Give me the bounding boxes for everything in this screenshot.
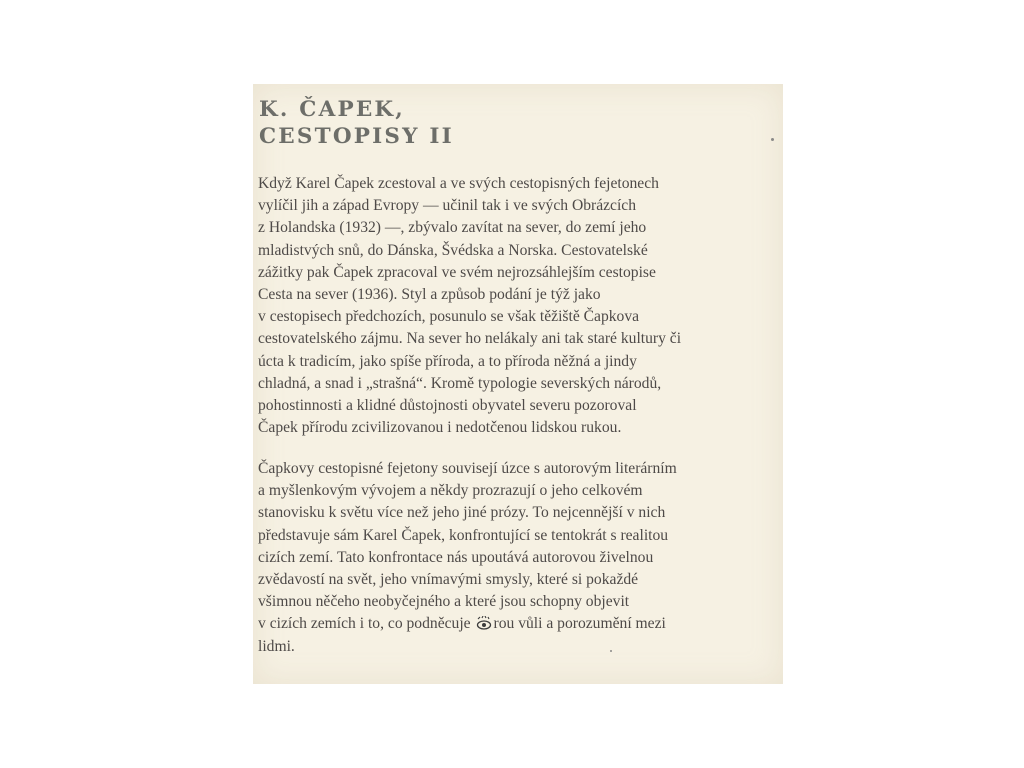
text-line: Čapkovy cestopisné fejetony souvisejí úzce s autorovým literárním [258, 460, 677, 477]
ink-stamp-icon [476, 615, 492, 629]
text-line: lidmi. [258, 637, 295, 655]
text-line: Čapek přírodu zcivilizovanou i nedotčenou lidskou rukou. [258, 419, 622, 437]
paragraph-2 [258, 458, 768, 658]
text-line: stanovisku k světu více než jeho jiné prózy. To nejcennější v nich [258, 504, 666, 522]
paragraph-1 [258, 173, 768, 439]
text-line-with-mark [258, 613, 768, 635]
text-line: Když Karel Čapek zcestoval a ve svých cestopisných fejetonech [258, 175, 659, 192]
text-line: zážitky pak Čapek zpracoval ve svém nejrozsáhlejším cestopise [258, 263, 656, 281]
text-line: cestovatelského zájmu. Na sever ho nelákaly ani tak staré kultury či [258, 330, 682, 348]
text-segment: rou vůli a porozumění mezi [493, 615, 666, 633]
text-line: mladistvých snů, do Dánska, Švédska a Norska. Cestovatelské [258, 241, 648, 259]
text-line: chladná, a snad i „strašná“. Kromě typologie severských národů, [258, 374, 662, 392]
text-line: v cestopisech předchozích, posunulo se však těžiště Čapkova [258, 308, 640, 326]
text-line: zvědavostí na svět, jeho vnímavými smysly, které si pokaždé [258, 571, 639, 589]
text-line: pohostinnosti a klidné důstojnosti obyvatel severu pozoroval [258, 397, 637, 415]
title-line-2: CESTOPISY II [259, 124, 454, 149]
text-line: a myšlenkovým vývojem a někdy prozrazují o jeho celkovém [258, 482, 643, 500]
text-line: úcta k tradicím, jako spíše příroda, a to příroda něžná a jindy [258, 352, 637, 370]
text-line: Cesta na sever (1936). Styl a způsob podání je týž jako [258, 286, 601, 304]
text-segment: v cizích zemích i to, co podněcuje [258, 615, 471, 633]
text-line: vylíčil jih a západ Evropy — učinil tak i ve svých Obrázcích [258, 197, 637, 215]
title-line-1: K. ČAPEK, [259, 97, 405, 122]
text-line: z Holandska (1932) —, zbývalo zavítat na sever, do zemí jeho [258, 219, 647, 237]
text-line: cizích zemí. Tato konfrontace nás upoutává autorovou živelnou [258, 548, 654, 566]
text-line: představuje sám Karel Čapek, konfrontující se tentokrát s realitou [258, 526, 669, 544]
dust-speck [610, 650, 612, 652]
text-line: všimnou něčeho neobyčejného a které jsou schopny objevit [258, 593, 630, 611]
dust-speck [771, 138, 774, 141]
